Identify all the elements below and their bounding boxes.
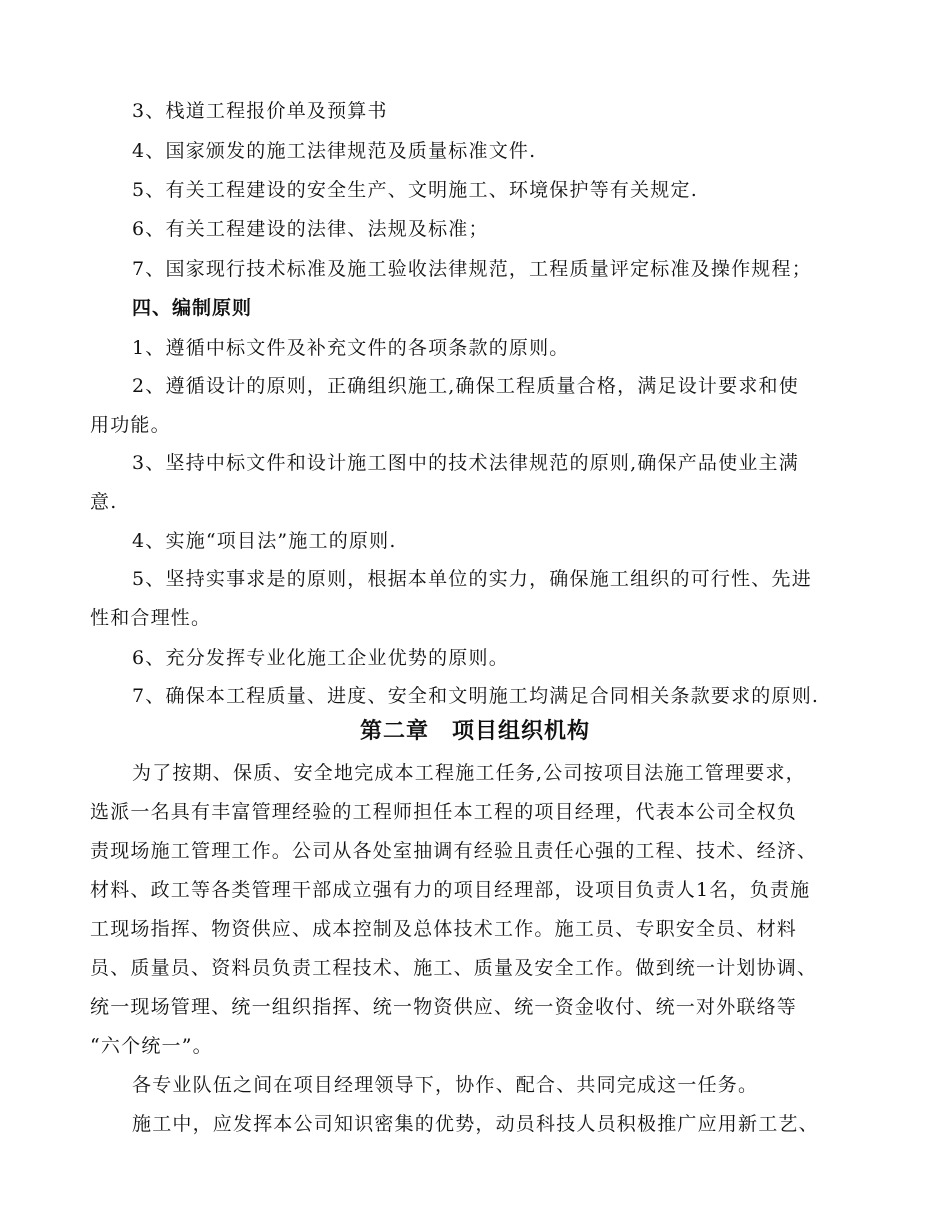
chapter-para-1-line-8: “六个统一”。: [90, 1035, 213, 1057]
chapter-para-1-line-4: 材料、政工等各类管理干部成立强有力的项目经理部，设项目负责人1名，负责施: [90, 879, 811, 901]
principle-6: 6、充分发挥专业化施工企业优势的原则。: [132, 647, 509, 669]
basis-item-4: 4、国家颁发的施工法律规范及质量标准文件.: [132, 140, 537, 162]
chapter-para-2: 各专业队伍之间在项目经理领导下，协作、配合、共同完成这一任务。: [132, 1074, 759, 1096]
chapter-title: 第二章 项目组织机构: [359, 719, 590, 744]
chapter-para-1-line-2: 选派一名具有丰富管理经验的工程师担任本工程的项目经理，代表本公司全权负: [90, 801, 798, 823]
principle-3-line-1: 3、坚持中标文件和设计施工图中的技术法律规范的原则,确保产品使业主满: [132, 452, 799, 474]
principle-2-line-2: 用功能。: [90, 414, 171, 436]
principle-3-line-2: 意.: [90, 491, 118, 513]
chapter-para-1-line-1: 为了按期、保质、安全地完成本工程施工任务,公司按项目法施工管理要求，: [132, 762, 806, 784]
chapter-para-1-line-3: 责现场施工管理工作。公司从各处室抽调有经验且责任心强的工程、技术、经济、: [90, 840, 818, 862]
basis-item-5: 5、有关工程建设的安全生产、文明施工、环境保护等有关规定.: [132, 179, 698, 201]
chapter-para-1-line-7: 统一现场管理、统一组织指挥、统一物资供应、统一资金收付、统一对外联络等: [90, 996, 798, 1018]
chapter-para-1-line-5: 工现场指挥、物资供应、成本控制及总体技术工作。施工员、专职安全员、材料: [90, 918, 798, 940]
principle-5-line-1: 5、坚持实事求是的原则，根据本单位的实力，确保施工组织的可行性、先进: [132, 568, 812, 590]
basis-item-6: 6、有关工程建设的法律、法规及标准；: [132, 218, 489, 240]
basis-item-7: 7、国家现行技术标准及施工验收法律规范，工程质量评定标准及操作规程；: [132, 258, 812, 280]
basis-item-3: 3、栈道工程报价单及预算书: [132, 100, 388, 122]
principle-1: 1、遵循中标文件及补充文件的各项条款的原则。: [132, 337, 570, 359]
principle-4: 4、实施“项目法”施工的原则.: [132, 530, 397, 552]
principle-2-line-1: 2、遵循设计的原则，正确组织施工,确保工程质量合格，满足设计要求和使: [132, 375, 799, 397]
principle-7: 7、确保本工程质量、进度、安全和文明施工均满足合同相关条款要求的原则.: [132, 685, 820, 707]
chapter-para-3-line-1: 施工中，应发挥本公司知识密集的优势，动员科技人员积极推广应用新工艺、: [132, 1113, 819, 1135]
principle-5-line-2: 性和合理性。: [90, 607, 212, 629]
chapter-para-1-line-6: 员、质量员、资料员负责工程技术、施工、质量及安全工作。做到统一计划协调、: [90, 957, 818, 979]
section-heading-principles: 四、编制原则: [132, 297, 253, 319]
